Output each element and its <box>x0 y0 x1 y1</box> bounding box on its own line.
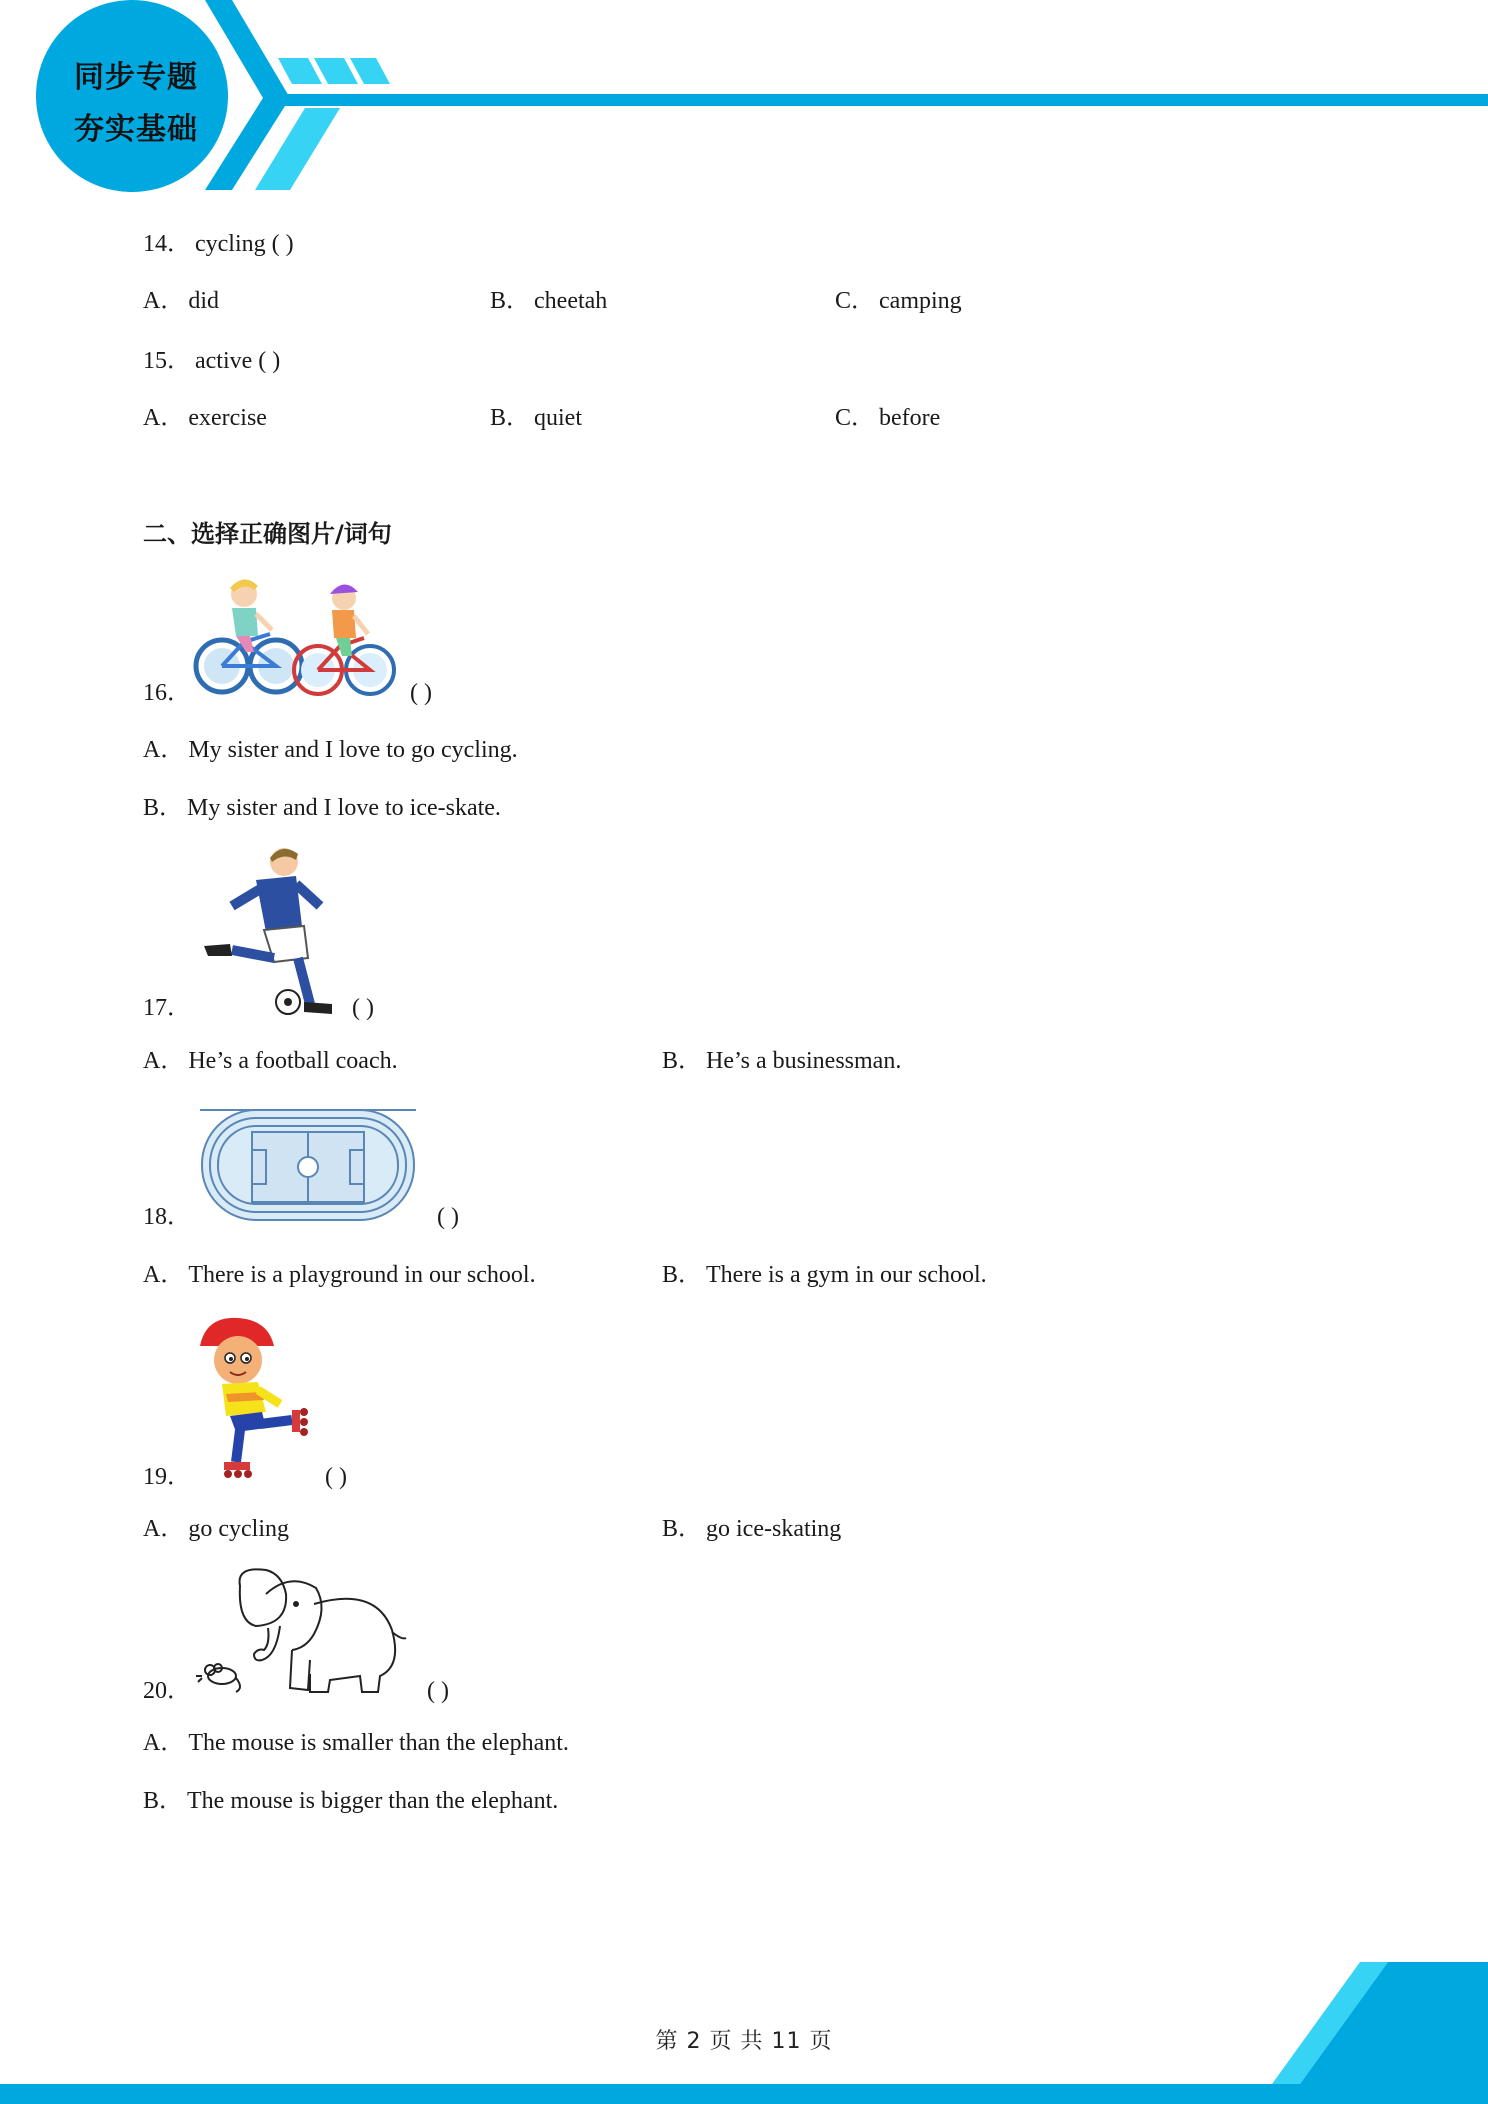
question-16 <box>143 678 191 708</box>
question-17 <box>143 993 191 1023</box>
option-18-b[interactable] <box>662 1260 987 1290</box>
question-14 <box>143 229 294 259</box>
option-15-c[interactable] <box>835 403 940 433</box>
question-word: active ( ) <box>195 348 281 374</box>
option-text: quiet <box>534 405 583 431</box>
header-banner-graphic <box>0 0 1488 200</box>
badge-line1: 同步专题 <box>74 60 198 95</box>
answer-blank-17[interactable]: ( ) <box>352 995 374 1021</box>
option-17-a[interactable] <box>143 1046 398 1076</box>
answer-blank-16[interactable]: ( ) <box>410 680 432 706</box>
option-16-b[interactable] <box>143 793 501 823</box>
option-label: B． <box>143 1788 184 1814</box>
option-text: There is a playground in our school. <box>188 1262 536 1288</box>
question-19 <box>143 1462 191 1492</box>
option-15-a[interactable] <box>143 403 267 433</box>
option-label: A． <box>143 1730 185 1756</box>
boy-roller-skating-picture <box>196 1316 310 1480</box>
option-label: A． <box>143 288 185 314</box>
question-number: 17． <box>143 995 191 1021</box>
question-number: 14． <box>143 231 191 257</box>
two-children-cycling-picture <box>192 572 396 700</box>
option-label: A． <box>143 1262 185 1288</box>
option-text: before <box>879 405 941 431</box>
option-text: go cycling <box>188 1516 289 1542</box>
option-text: He’s a businessman. <box>706 1048 902 1074</box>
option-text: go ice-skating <box>706 1516 842 1542</box>
option-14-a[interactable] <box>143 286 219 316</box>
question-18 <box>143 1202 191 1232</box>
option-15-b[interactable] <box>490 403 582 433</box>
question-20 <box>143 1676 191 1706</box>
option-19-b[interactable] <box>662 1514 841 1544</box>
option-label: C． <box>835 288 876 314</box>
option-label: A． <box>143 1048 185 1074</box>
sports-field-picture <box>200 1106 416 1224</box>
option-label: A． <box>143 1516 185 1542</box>
option-14-c[interactable] <box>835 286 962 316</box>
option-text: He’s a football coach. <box>188 1048 398 1074</box>
option-text: My sister and I love to ice-skate. <box>187 795 501 821</box>
answer-blank-19[interactable]: ( ) <box>325 1464 347 1490</box>
option-19-a[interactable] <box>143 1514 289 1544</box>
question-word: cycling ( ) <box>195 231 294 257</box>
football-player-picture <box>192 840 342 1016</box>
page-number: 第 2 页 共 11 页 <box>655 2029 833 2054</box>
option-label: B． <box>662 1262 703 1288</box>
option-label: A． <box>143 737 185 763</box>
option-16-a[interactable] <box>143 735 518 765</box>
option-18-a[interactable] <box>143 1260 536 1290</box>
option-label: B． <box>490 288 531 314</box>
answer-blank-18[interactable]: ( ) <box>437 1204 459 1230</box>
question-number: 19． <box>143 1464 191 1490</box>
option-14-b[interactable] <box>490 286 607 316</box>
page-header <box>0 0 1488 200</box>
option-label: B． <box>662 1516 703 1542</box>
section-title: 二、选择正确图片/词句 <box>143 520 392 548</box>
option-text: My sister and I love to go cycling. <box>188 737 518 763</box>
option-label: B． <box>143 795 184 821</box>
option-text: The mouse is bigger than the elephant. <box>187 1788 559 1814</box>
question-15 <box>143 346 280 376</box>
question-number: 20． <box>143 1678 191 1704</box>
option-text: did <box>188 288 220 314</box>
option-text: The mouse is smaller than the elephant. <box>188 1730 569 1756</box>
question-number: 16． <box>143 680 191 706</box>
badge-line2: 夯实基础 <box>74 112 198 147</box>
question-number: 18． <box>143 1204 191 1230</box>
option-17-b[interactable] <box>662 1046 901 1076</box>
option-text: cheetah <box>534 288 608 314</box>
question-number: 15． <box>143 348 191 374</box>
option-label: B． <box>490 405 531 431</box>
elephant-and-mouse-picture <box>196 1564 412 1698</box>
option-label: A． <box>143 405 185 431</box>
option-label: C． <box>835 405 876 431</box>
answer-blank-20[interactable]: ( ) <box>427 1678 449 1704</box>
option-20-b[interactable] <box>143 1786 558 1816</box>
option-label: B． <box>662 1048 703 1074</box>
option-text: camping <box>879 288 962 314</box>
option-20-a[interactable] <box>143 1728 569 1758</box>
option-text: exercise <box>188 405 267 431</box>
option-text: There is a gym in our school. <box>706 1262 987 1288</box>
